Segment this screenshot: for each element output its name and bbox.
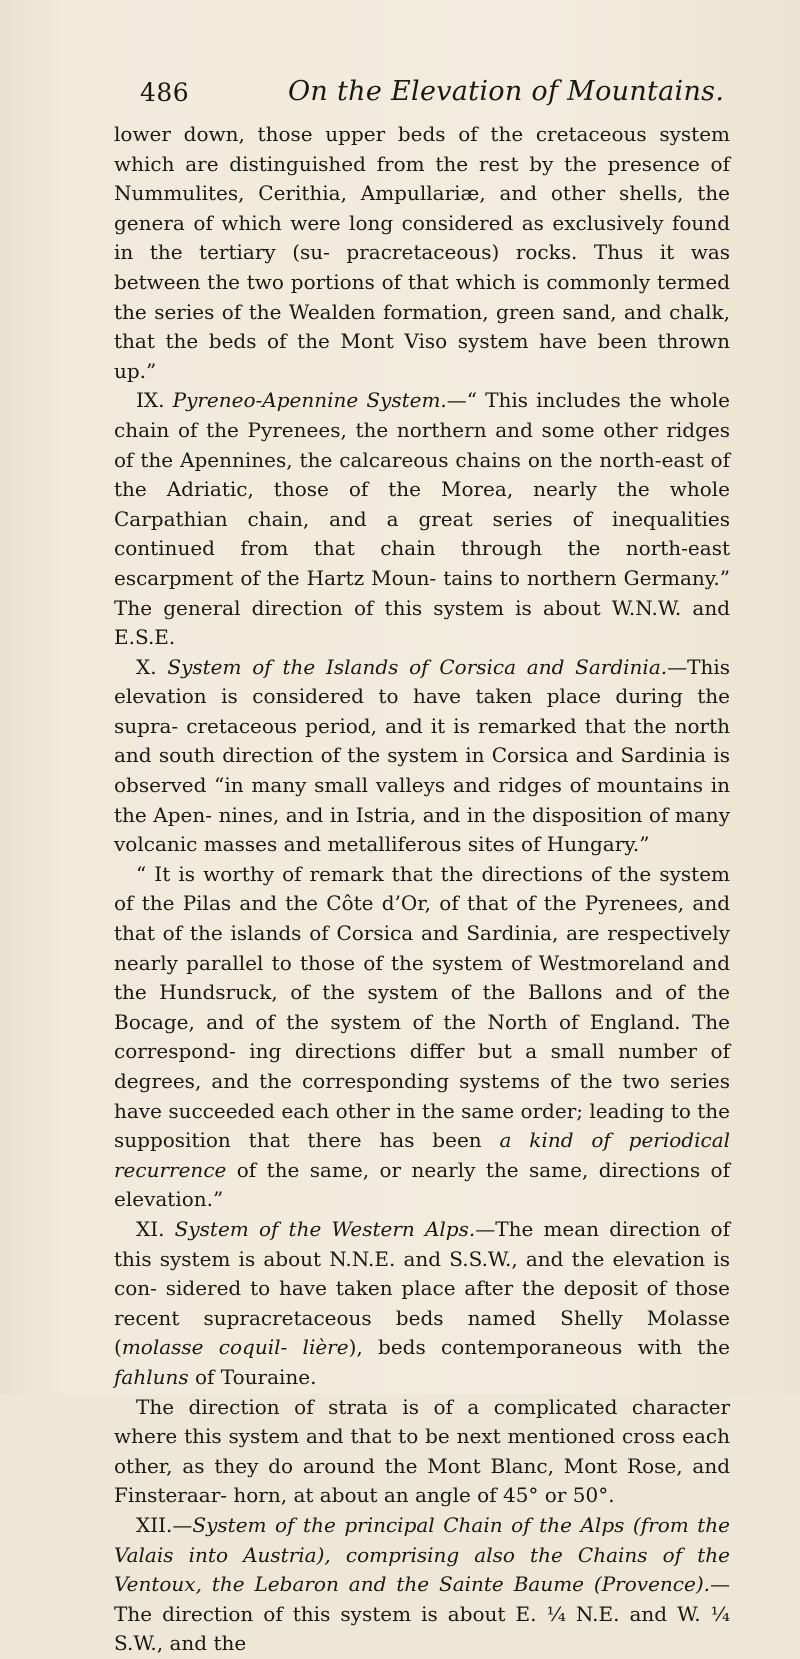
paragraph-text: of the same, or nearly the same, directions of elevation.” (114, 1157, 730, 1212)
section-number: IX. (136, 388, 165, 413)
section-heading: Pyreneo-Apennine System. (172, 388, 447, 413)
paragraph-quote (114, 860, 730, 1215)
paragraph (114, 120, 730, 386)
section-number: XI. (136, 1216, 165, 1241)
paragraph-text: “ It is worthy of remark that the directions of the system of the Pilas and the Côte d’Or, of that of the Pyrenees, and that of the islands of Corsica and Sardinia, are respectively nearly parallel to those of the system of Westmoreland and the Hundsruck, of the system of the Ballons and of the Bocage, and of the system of the North of England. The correspond- ing directions differ but a small number of degrees, and the corresponding systems of the two series have succeeded each other in the same order; leading to the supposition that there has been (114, 861, 730, 1153)
page-number: 486 (140, 78, 190, 107)
paragraph-text: —This elevation is considered to have taken place during the supra- cretaceous period, and it is remarked that the north and south direction of the system in Corsica and Sardinia is observed “in many small valleys and ridges of mountains in the Apen- nines, and in Istria, and in the disposition of many volcanic masses and metalliferous sites of Hungary.” (114, 654, 730, 857)
paragraph-section-x (114, 653, 730, 860)
section-heading: System of the Western Alps. (174, 1216, 476, 1241)
section-heading: —System of the principal Chain of the Alps (from the Valais into Austria), comprising also the Chains of the Ventoux, the Lebaron and the Sainte Baume (Provence). (114, 1512, 730, 1597)
paragraph-text: of Touraine. (188, 1364, 317, 1389)
emphasis-text: fahluns (114, 1364, 189, 1389)
paragraph-text: —The mean direction of this system is about N.N.E. and S.S.W., and the elevation is con- sidered to have taken place after the deposit of those recent supracretaceous beds named Shelly Molasse ( (114, 1216, 730, 1360)
paragraph-section-xii (114, 1511, 730, 1659)
paragraph-text: —The direction of this system is about E. ¼ N.E. and W. ¼ S.W., and the (114, 1572, 730, 1656)
running-head: On the Elevation of Mountains. (288, 76, 725, 107)
paragraph-text: —“ This includes the whole chain of the Pyrenees, the northern and some other ridges of the Apennines, the calcareous chains on the north-east of the Adriatic, those of the Morea, nearly the whole Carpathian chain, and a great series of inequalities continued from that chain through the north-east escarpment of the Hartz Moun- tains to northern Germany.” The general direction of this system is about W.N.W. and E.S.E. (114, 388, 730, 650)
body-text (114, 120, 730, 1659)
paragraph-section-ix (114, 386, 730, 652)
paragraph-text: The direction of strata is of a complicated character where this system and that to be next mentioned cross each other, as they do around the Mont Blanc, Mont Rose, and Finsteraar- horn, at about an angle of 45° or 50°. (114, 1394, 730, 1508)
section-heading: System of the Islands of Corsica and Sardinia. (167, 654, 668, 679)
paragraph-text: ), beds contemporaneous with the (348, 1335, 730, 1360)
page-header (140, 72, 740, 112)
emphasis-text: molasse coquil- lière (121, 1335, 349, 1360)
section-number: XII. (136, 1512, 173, 1537)
section-number: X. (136, 654, 157, 679)
paragraph-text: lower down, those upper beds of the cretaceous system which are distinguished from the rest by the presence of Nummulites, Cerithia, Ampullariæ, and other shells, the genera of which were long considered as exclusively found in the tertiary (su- pracretaceous) rocks. Thus it was between the two portions of that which is commonly termed the series of the Wealden formation, green sand, and chalk, that the beds of the Mont Viso system have been thrown up.” (114, 122, 730, 383)
paragraph (114, 1393, 730, 1511)
paragraph-section-xi (114, 1215, 730, 1393)
emphasis-text: a kind of periodical recurrence (114, 1128, 731, 1182)
